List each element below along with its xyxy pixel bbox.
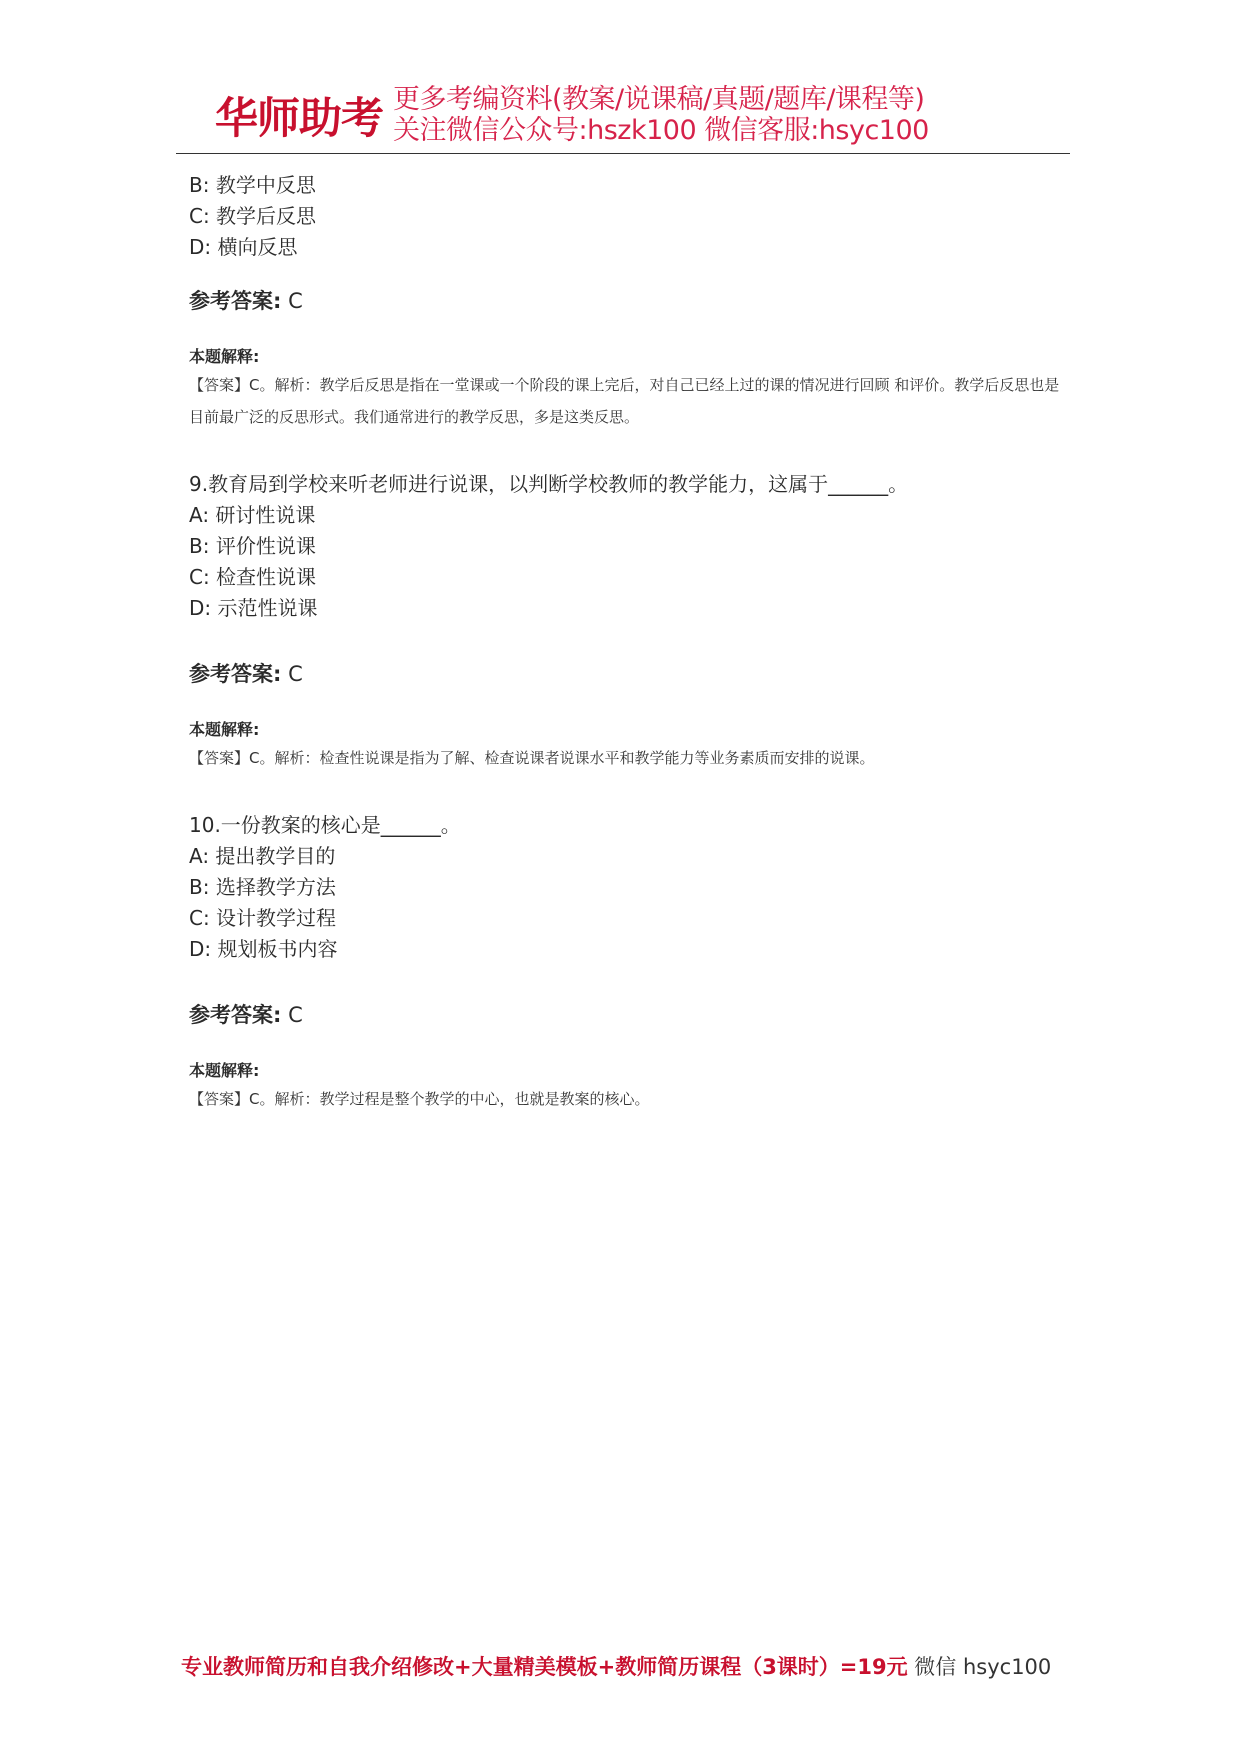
explanation-text: 【答案】C。解析：教学过程是整个教学的中心，也就是教案的核心。 bbox=[189, 1090, 650, 1108]
answer-label: 参考答案: bbox=[189, 1003, 282, 1027]
promo-line-1: 更多考编资料(教案/说课稿/真题/题库/课程等) bbox=[393, 84, 925, 115]
brand-logo: 华师助考 bbox=[215, 93, 383, 144]
explanation-label: 本题解释: bbox=[189, 347, 260, 366]
answer-label: 参考答案: bbox=[189, 662, 282, 686]
explanation-label: 本题解释: bbox=[189, 1061, 260, 1080]
answer-value: C bbox=[288, 289, 303, 313]
reference-answer bbox=[189, 658, 1069, 688]
header-banner bbox=[215, 80, 1055, 150]
reference-answer bbox=[189, 999, 1069, 1029]
option-d: D: 示范性说课 bbox=[189, 596, 318, 620]
option-b: B: 教学中反思 bbox=[189, 173, 316, 197]
reference-answer bbox=[189, 285, 1069, 315]
option-d: D: 横向反思 bbox=[189, 235, 298, 259]
option-d: D: 规划板书内容 bbox=[189, 937, 338, 961]
option-a: A: 提出教学目的 bbox=[189, 844, 336, 868]
header-promo bbox=[393, 84, 929, 146]
option-b: B: 评价性说课 bbox=[189, 534, 316, 558]
option-b: B: 选择教学方法 bbox=[189, 875, 336, 899]
explanation-text: 【答案】C。解析：检查性说课是指为了解、检查说课者说课水平和教学能力等业务素质而安排的说课。 bbox=[189, 749, 875, 767]
option-a: A: 研讨性说课 bbox=[189, 503, 316, 527]
header-divider bbox=[176, 153, 1070, 154]
footer-promo bbox=[181, 1651, 1081, 1681]
footer-promo-contact: 微信 hsyc100 bbox=[907, 1655, 1052, 1679]
option-c: C: 检查性说课 bbox=[189, 565, 317, 589]
document-body bbox=[189, 170, 1069, 1115]
promo-line-2: 关注微信公众号:hszk100 微信客服:hsyc100 bbox=[393, 115, 929, 146]
footer-promo-offer: 专业教师简历和自我介绍修改+大量精美模板+教师简历课程（3课时）=19元 bbox=[181, 1655, 908, 1679]
explanation-label: 本题解释: bbox=[189, 720, 260, 739]
question-stem: 9.教育局到学校来听老师进行说课，以判断学校教师的教学能力，这属于______。 bbox=[189, 472, 909, 496]
question-stem: 10.一份教案的核心是______。 bbox=[189, 813, 461, 837]
answer-value: C bbox=[288, 1003, 303, 1027]
question-8 bbox=[189, 170, 1069, 433]
option-c: C: 教学后反思 bbox=[189, 204, 317, 228]
explanation-text: 【答案】C。解析：教学后反思是指在一堂课或一个阶段的课上完后，对自己已经上过的课的情况进行回顾 和评价。教学后反思也是目前最广泛的反思形式。我们通常进行的教学反思，多是这类反思。 bbox=[189, 376, 1060, 426]
question-9 bbox=[189, 469, 1069, 774]
question-10 bbox=[189, 810, 1069, 1115]
option-c: C: 设计教学过程 bbox=[189, 906, 337, 930]
answer-label: 参考答案: bbox=[189, 289, 282, 313]
answer-value: C bbox=[288, 662, 303, 686]
